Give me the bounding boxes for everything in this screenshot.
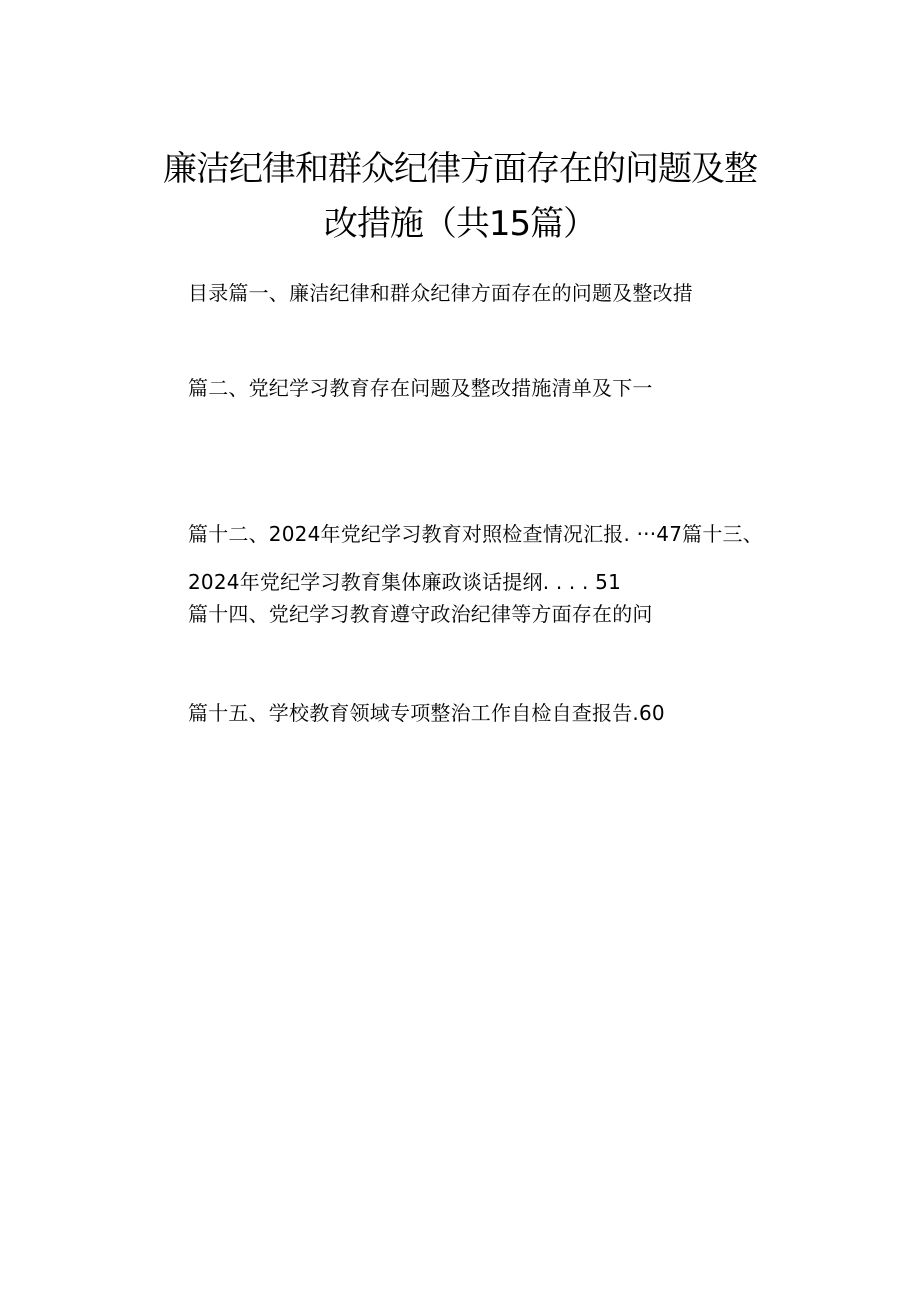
document-title-line-1: 廉洁纪律和群众纪律方面存在的问题及整 [163, 149, 757, 189]
document-title-line-2: 改措施（共15篇） [323, 204, 597, 244]
toc-line-6: 篇十五、学校教育领域专项整治工作自检自查报告.60 [188, 701, 665, 725]
toc-line-5: 篇十四、党纪学习教育遵守政治纪律等方面存在的问 [188, 602, 653, 626]
toc-line-3: 篇十二、2024年党纪学习教育对照检查情况汇报. ···47篇十三、 [188, 522, 763, 546]
toc-line-2: 篇二、党纪学习教育存在问题及整改措施清单及下一 [188, 376, 653, 400]
toc-line-4: 2024年党纪学习教育集体廉政谈话提纲. . . . 51 [188, 570, 622, 594]
toc-line-1: 目录篇一、廉洁纪律和群众纪律方面存在的问题及整改措 [188, 281, 693, 305]
